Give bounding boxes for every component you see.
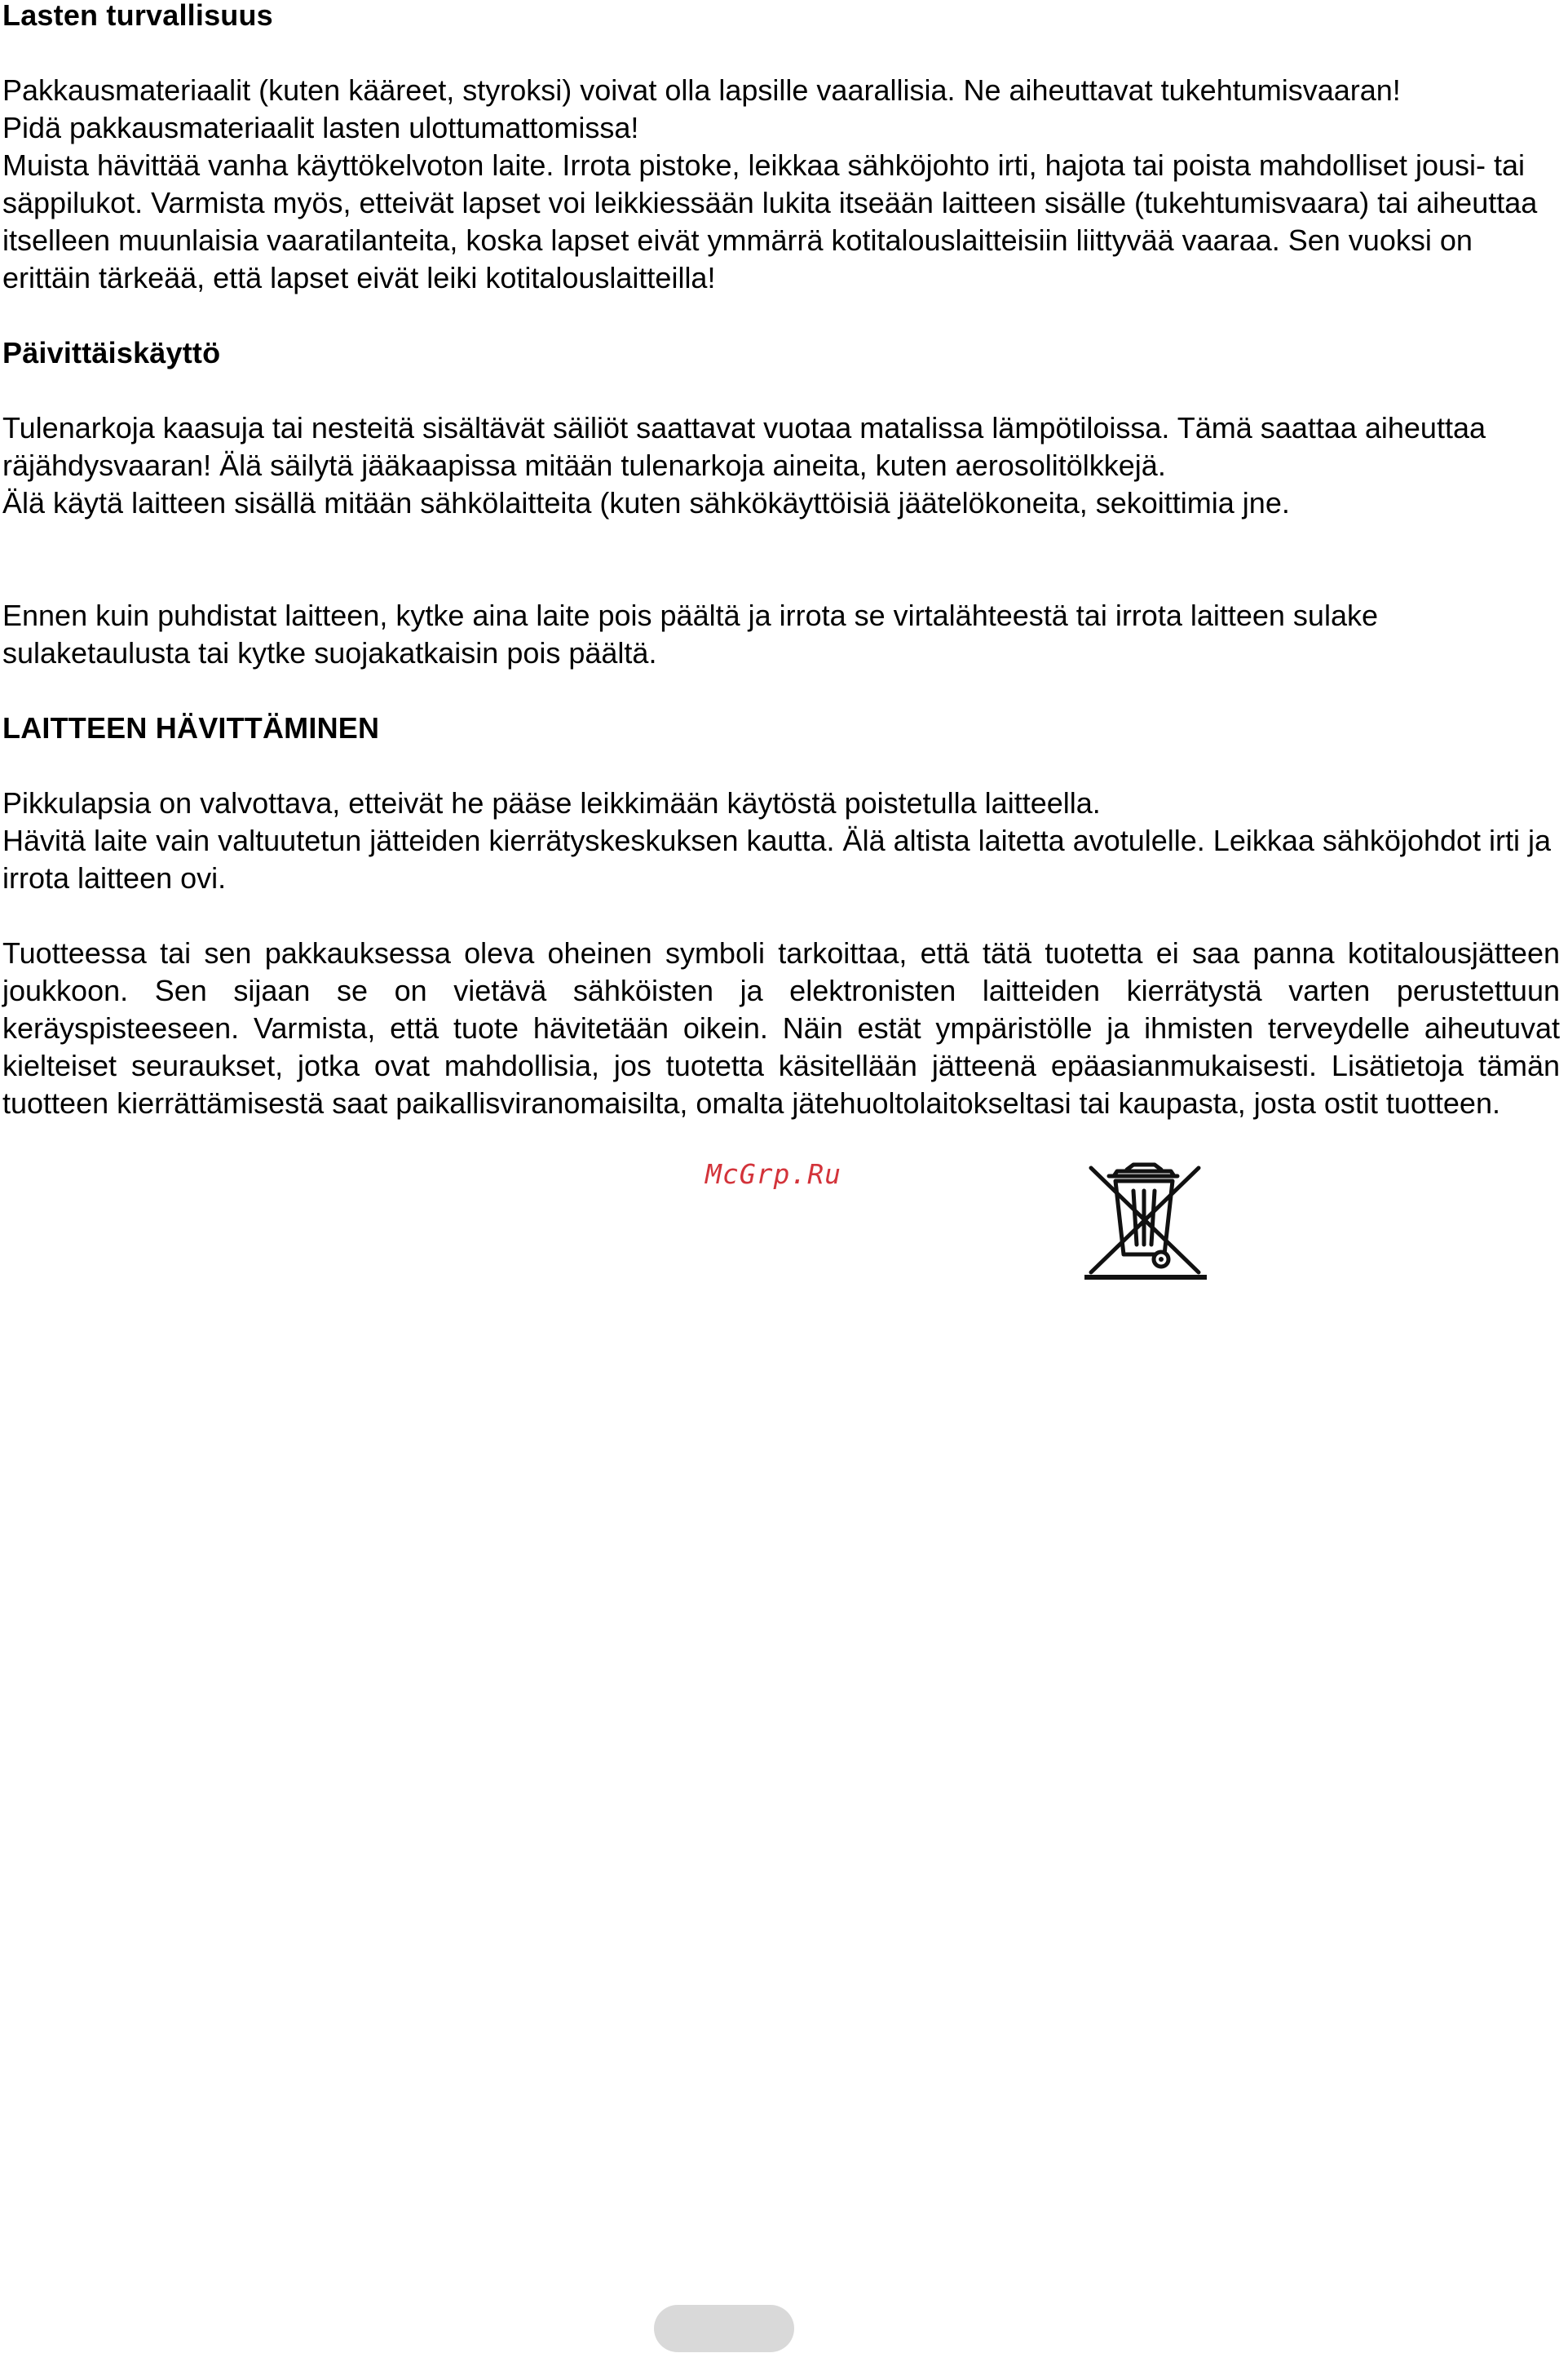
paragraph-packaging-danger: Pakkausmateriaalit (kuten kääreet, styroksi) voivat olla lapsille vaarallisia. Ne aiheuttavat tukehtumisvaaran!: [2, 73, 1401, 107]
crossed-out-wheelie-bin-icon: [1076, 1158, 1211, 1280]
paragraph-weee-symbol: Tuotteessa tai sen pakkauksessa oleva oheinen symboli tarkoittaa, että tätä tuotetta ei saa panna kotitalousjätteen joukkoon. Sen sijaan se on vietävä sähköisten ja elektronisten laitteiden kierrätystä varten perustettuun keräyspisteeseen. Varmista, että tuote hävitetään oikein. Näin estät ympäristölle ja ihmisten terveydelle aiheutuvat kielteiset seuraukset, jotka ovat mahdollisia, jos tuotetta käsitellään jätteenä epäasianmukaisesti. Lisätietoja tämän tuotteen kierrättämisestä saat paikallisviranomaisilta, omalta jätehuoltolaitokseltasi tai kaupasta, josta ostit tuotteen.: [2, 936, 1560, 1120]
watermark-text: McGrp.Ru: [705, 1158, 841, 1190]
heading-daily-use: Päivittäiskäyttö: [2, 336, 221, 369]
paragraph-supervise-children: Pikkulapsia on valvottava, etteivät he pääse leikkimään käytöstä poistetulla laitteella.: [2, 786, 1101, 820]
paragraph-flammable: Tulenarkoja kaasuja tai nesteitä sisältävät säiliöt saattavat vuotaa matalissa lämpötiloissa. Tämä saattaa aiheuttaa räjähdysvaaran! Älä säilytä jääkaapissa mitään tulenarkoja aineita, kuten aerosolitölkkejä.: [2, 411, 1486, 482]
paragraph-no-electrical: Älä käytä laitteen sisällä mitään sähkölaitteita (kuten sähkökäyttöisiä jäätelökoneita, sekoittimia jne.: [2, 486, 1290, 520]
heading-disposal: LAITTEEN HÄVITTÄMINEN: [2, 711, 380, 745]
paragraph-recycling-center: Hävitä laite vain valtuutetun jätteiden kierrätyskeskuksen kautta. Älä altista laitetta avotulelle. Leikkaa sähköjohdot irti ja irrota laitteen ovi.: [2, 824, 1552, 895]
heading-child-safety: Lasten turvallisuus: [2, 0, 273, 32]
paragraph-packaging-reach: Pidä pakkausmateriaalit lasten ulottumattomissa!: [2, 111, 639, 144]
paragraph-old-appliance: Muista hävittää vanha käyttökelvoton laite. Irrota pistoke, leikkaa sähköjohto irti, hajota tai poista mahdolliset jousi- tai säppilukot. Varmista myös, etteivät lapset voi leikkiessään lukita itseään laitteen sisälle (tukehtumisvaara) tai aiheuttaa itselleen muunlaisia vaaratilanteita, koska lapset eivät ymmärrä kotitalouslaitteisiin liittyvää vaaraa. Sen vuoksi on erittäin tärkeää, että lapset eivät leiki kotitalouslaitteilla!: [2, 148, 1538, 294]
page-number-badge: [654, 2305, 794, 2352]
paragraph-cleaning: Ennen kuin puhdistat laitteen, kytke aina laite pois päältä ja irrota se virtalähteestä tai irrota laitteen sulake sulaketaulusta tai kytke suojakatkaisin pois päältä.: [2, 599, 1378, 670]
document-content: [2, 0, 1560, 1122]
